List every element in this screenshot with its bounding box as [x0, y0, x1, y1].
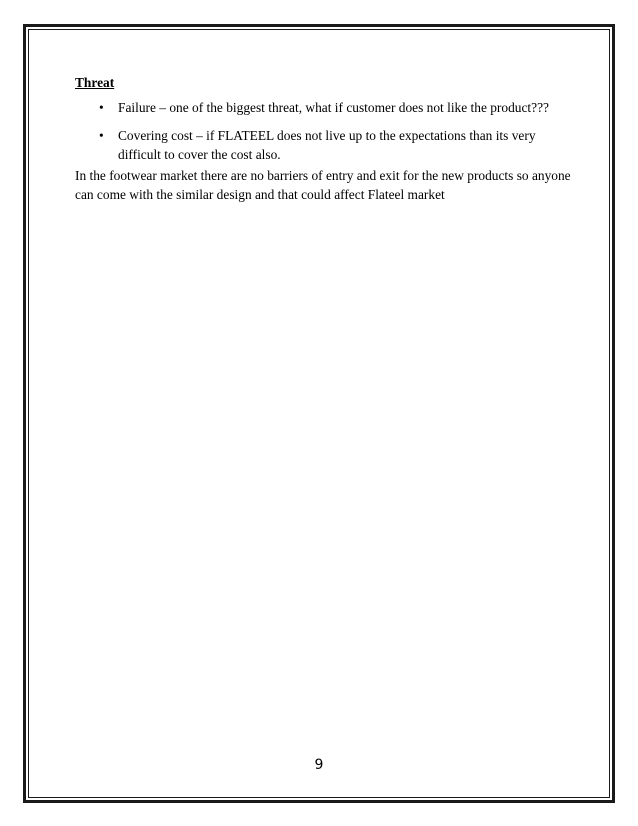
bullet-text: Covering cost – if FLATEEL does not live up to the expectations than its very difficult to cover the cost also. — [118, 128, 536, 162]
bullet-marker: • — [99, 128, 104, 143]
section-heading: Threat — [75, 75, 115, 90]
bullet-text: Failure – one of the biggest threat, what if customer does not like the product??? — [118, 100, 549, 115]
bullet-list — [75, 98, 575, 164]
page-number: 9 — [314, 757, 324, 773]
bullet-item — [75, 98, 575, 117]
bullet-item — [75, 126, 575, 164]
bullet-marker: • — [99, 100, 104, 115]
page-content — [75, 73, 575, 204]
body-paragraph: In the footwear market there are no barriers of entry and exit for the new products so anyone can come with the similar design and that could affect Flateel market — [75, 168, 571, 202]
